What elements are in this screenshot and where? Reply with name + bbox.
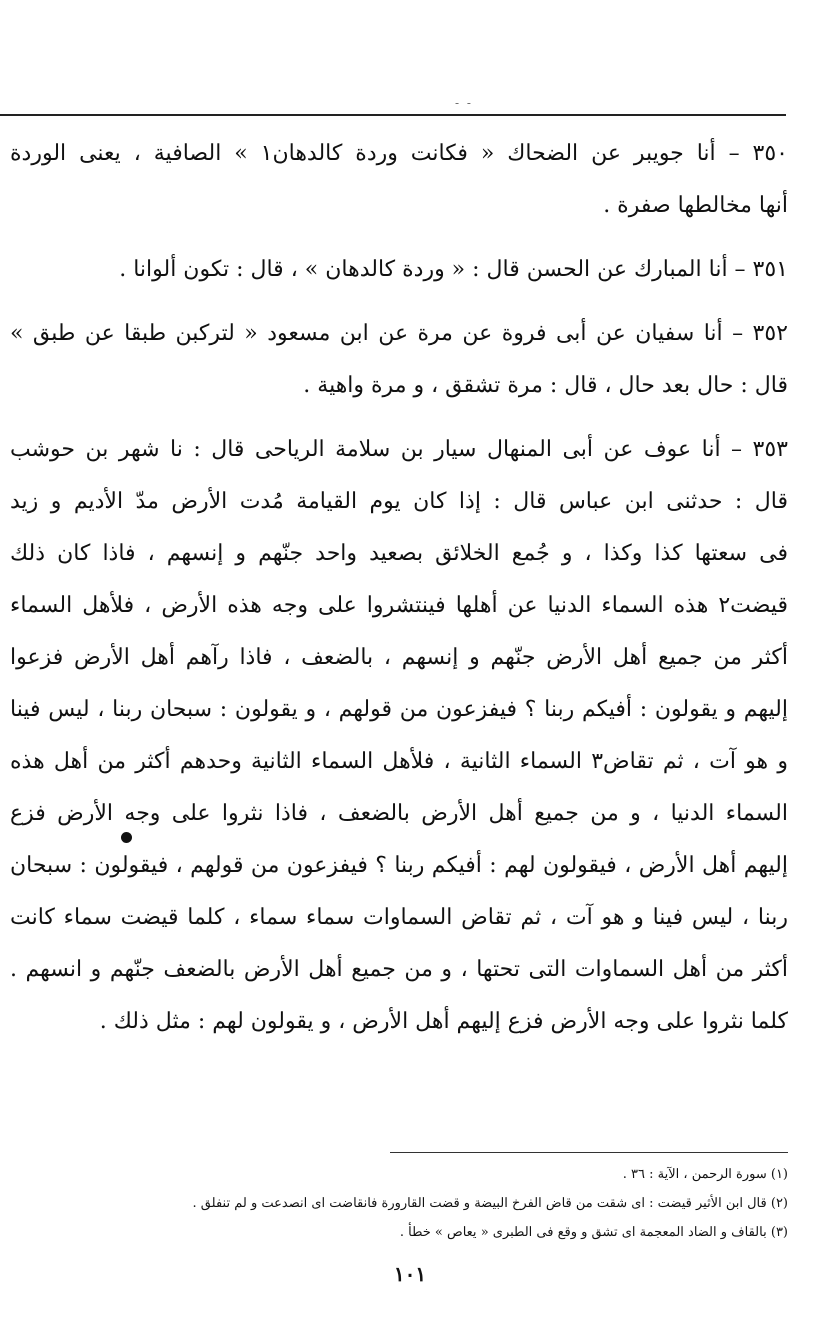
text-line: ٣٥٠ – أنا جويبر عن الضحاك « فكانت وردة كالدهان١ » الصافية ، يعنى الوردة xyxy=(10,141,788,166)
footnote-1: (١) سورة الرحمن ، الآية : ٣٦ . xyxy=(622,1167,788,1182)
header-mark: - - xyxy=(455,96,473,110)
text-line: ٣٥٢ – أنا سفيان عن أبى فروة عن مرة عن ابن مسعود « لتركبن طبقا عن طبق » xyxy=(10,321,788,346)
footnote-3: (٣) بالقاف و الضاد المعجمة اى تشق و وقع فى الطبرى « يعاص » خطأ . xyxy=(399,1225,788,1240)
text-line: إليهم أهل الأرض ، فيقولون لهم : أفيكم ربنا ؟ فيفزعون من قولهم ، فيقولون : سبحان xyxy=(10,853,788,878)
footnote-2: (٢) قال ابن الأثير قيضت : اى شقت من قاض الفرخ البيضة و قضت القارورة فانقاضت اى انصدعت و لم تنفلق . xyxy=(192,1196,788,1211)
text-line: ربنا ، ليس فينا و هو آت ، ثم تقاض السماوات سماء سماء ، كلما قيضت سماء كانت xyxy=(10,905,788,930)
footnote-rule xyxy=(390,1152,788,1153)
text-line: ٣٥١ – أنا المبارك عن الحسن قال : « وردة كالدهان » ، قال : تكون ألوانا . xyxy=(119,257,788,282)
paragraph-352 xyxy=(10,308,788,412)
text-line: قال : حال بعد حال ، قال : مرة تشقق ، و مرة واهية . xyxy=(303,373,788,398)
text-line: قال : حدثنى ابن عباس قال : إذا كان يوم القيامة مُدت الأرض مدّ الأديم و زيد xyxy=(10,489,788,514)
text-line: و هو آت ، ثم تقاض٣ السماء الثانية ، فلأهل السماء الثانية وحدهم أكثر من أهل هذه xyxy=(10,749,788,774)
text-line: أكثر من أهل السماوات التى تحتها ، و من جميع أهل الأرض بالضعف جنّهم و انسهم . xyxy=(10,957,788,982)
text-line: السماء الدنيا ، و من جميع أهل الأرض بالضعف ، فاذا نثروا على وجه الأرض فزع xyxy=(10,801,788,826)
text-line: قيضت٢ هذه السماء الدنيا عن أهلها فينتشروا على وجه هذه الأرض ، فلأهل السماء xyxy=(10,593,788,618)
text-line: أكثر من جميع أهل الأرض جنّهم و إنسهم ، بالضعف ، فاذا رآهم أهل الأرض فزعوا xyxy=(10,645,788,670)
text-line: أنها مخالطها صفرة . xyxy=(603,193,788,218)
footnotes xyxy=(40,1160,788,1247)
page-number: ١٠١ xyxy=(393,1262,427,1286)
paragraph-351 xyxy=(10,244,788,296)
text-line: إليهم و يقولون : أفيكم ربنا ؟ فيفزعون من قولهم ، و يقولون : سبحان ربنا ، ليس فينا xyxy=(10,697,788,722)
text-line: كلما نثروا على وجه الأرض فزع إليهم أهل الأرض ، و يقولون لهم : مثل ذلك . xyxy=(99,1009,788,1034)
ink-dot xyxy=(121,832,132,843)
text-line: ٣٥٣ – أنا عوف عن أبى المنهال سيار بن سلامة الرياحى قال : نا شهر بن حوشب xyxy=(10,437,788,462)
paragraph-353 xyxy=(10,424,788,1048)
text-line: فى سعتها كذا وكذا ، و جُمع الخلائق بصعيد واحد جنّهم و إنسهم ، فاذا كان ذلك xyxy=(10,541,788,566)
paragraph-350 xyxy=(10,128,788,232)
main-text xyxy=(10,128,788,1060)
header-rule xyxy=(0,114,786,116)
